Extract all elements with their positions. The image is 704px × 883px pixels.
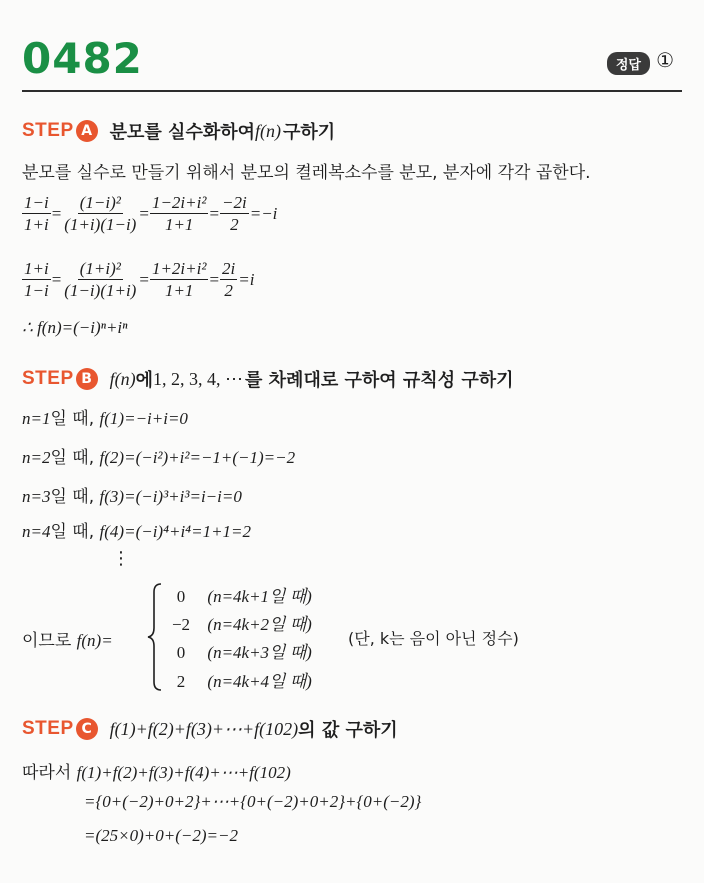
step-c-letter-icon: C [76, 718, 98, 740]
step-c-line-3: =(25×0)+0+(−2)=−2 [84, 826, 238, 845]
eq2-fraction-4: $\frac{2i}{2}$ [222, 259, 236, 300]
step-a-title [22, 118, 335, 144]
header-divider [22, 90, 682, 92]
left-brace-icon [145, 582, 165, 692]
step-b-title [22, 366, 514, 392]
case-row-2: −2 (n=4k+2일 때) [171, 615, 312, 634]
step-a-title-post: 구하기 [283, 122, 336, 143]
eq1-result: =−i [249, 203, 278, 223]
step-b-title-math: f(n) [109, 368, 136, 389]
step-b-line-3: n=3일 때, f(3)=(−i)³+i³=i−i=0 [22, 487, 242, 507]
problem-header [22, 34, 682, 94]
eq2-fraction-3: $\frac{\text{1+2i+i²}}{1+1}$ [151, 259, 207, 300]
case-row-3: 0 (n=4k+3일 때) [176, 643, 312, 662]
problem-number: 0482 [22, 34, 143, 83]
cases-note: (단, k는 음이 아닌 정수) [348, 629, 519, 648]
step-a-title-pre: 분모를 실수화하여 [109, 122, 255, 143]
step-b-letter-icon: B [76, 368, 98, 390]
step-a-equation-1: $\frac{1-i}{1+i}$ = $\frac{\text{(1−i)²}}{(1+i)(1-i)}$ = $\frac{\text{1−2i+i²}}{1+1}$ = $\frac{-2i}{2}$ =−i [24, 193, 278, 234]
eq2-fraction-1: $\frac{1+i}{1-i}$ [24, 259, 49, 300]
step-a-letter-icon: A [76, 120, 98, 142]
cases-prefix-line: 이므로 f(n)= [22, 631, 113, 651]
eq1-fraction-4: $\frac{-2i}{2}$ [222, 193, 247, 234]
step-b-title-mid: 에 [135, 370, 154, 391]
eq1-fraction-3: $\frac{\text{1−2i+i²}}{1+1}$ [151, 193, 207, 234]
step-c-title-post: 의 값 구하기 [298, 720, 398, 741]
step-a-conclusion: ∴ f(n)=(−i)ⁿ+iⁿ [22, 318, 128, 337]
step-a-description: 분모를 실수로 만들기 위해서 분모의 켤레복소수를 분모, 분자에 각각 곱한다. [22, 163, 591, 183]
step-a-label: STEP [22, 120, 74, 141]
step-b-title-seq: 1, 2, 3, 4, ⋯ [153, 368, 244, 389]
step-c-label: STEP [22, 718, 74, 739]
case-row-1: 0 (n=4k+1일 때) [176, 587, 312, 606]
step-c-line-1: 따라서 f(1)+f(2)+f(3)+f(4)+⋯+f(102) [22, 763, 291, 783]
answer-value: ① [656, 48, 674, 72]
step-c-title [22, 716, 398, 742]
eq2-result: =i [238, 269, 255, 289]
step-c-line-2: ={0+(−2)+0+2}+⋯+{0+(−2)+0+2}+{0+(−2)} [84, 792, 422, 811]
eq2-fraction-2: $\frac{\text{(1+i)²}}{(1-i)(1+i)}$ [64, 259, 137, 300]
step-b-line-2: n=2일 때, f(2)=(−i²)+i²=−1+(−1)=−2 [22, 448, 296, 468]
step-a-title-math: f(n) [255, 120, 281, 141]
step-b-title-post: 를 차례대로 구하여 규칙성 구하기 [245, 370, 514, 391]
step-b-line-4: n=4일 때, f(4)=(−i)⁴+i⁴=1+1=2 [22, 522, 252, 542]
step-c-title-math: f(1)+f(2)+f(3)+⋯+f(102) [109, 718, 299, 739]
case-row-4: 2 (n=4k+4일 때) [176, 672, 312, 691]
eq1-fraction-2: $\frac{\text{(1−i)²}}{(1+i)(1-i)}$ [64, 193, 137, 234]
eq1-fraction-1: $\frac{1-i}{1+i}$ [24, 193, 49, 234]
step-b-line-1: n=1일 때, f(1)=−i+i=0 [22, 409, 188, 429]
step-b-label: STEP [22, 368, 74, 389]
vertical-ellipsis: ⋮ [112, 548, 130, 569]
answer-badge: 정답 [607, 52, 650, 75]
step-a-equation-2: $\frac{1+i}{1-i}$ = $\frac{\text{(1+i)²}}{(1-i)(1+i)}$ = $\frac{\text{1+2i+i²}}{1+1}$ = $\frac{2i}{2}$ =i [24, 259, 255, 300]
